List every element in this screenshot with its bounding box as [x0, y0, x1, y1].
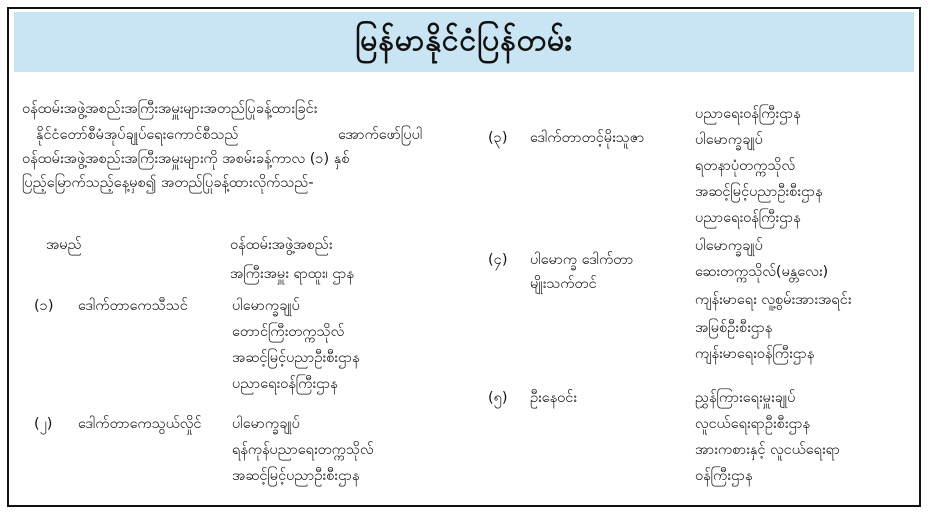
entry-line: ပါမောက္ခချုပ်	[232, 416, 300, 432]
entry-line: အဆင့်မြင့်ပညာဦးစီးဌာန	[232, 350, 360, 366]
entry-line: ကျန်းမာရေးဝန်ကြီးဌာန	[695, 346, 815, 362]
entry-name: ပါမောက္ခ ဒေါက်တာ	[530, 252, 634, 268]
entry-line: ပညာရေးဝန်ကြီးဌာန	[695, 106, 801, 122]
intro-heading: ဝန်ထမ်းအဖွဲ့အစည်းအကြီးအမှူးများအတည်ပြုခန့်ထားခြင်း	[22, 101, 318, 117]
entry-line: အားကစားနှင့် လူငယ်ရေးရာ	[695, 442, 840, 458]
entry-line: ပါမောက္ခချုပ်	[695, 238, 763, 254]
entry-line: ပါမောက္ခချုပ်	[695, 132, 763, 148]
entry-line: ပညာရေးဝန်ကြီးဌာန	[232, 376, 338, 392]
entry-name: ဦးနေဝင်း	[530, 390, 577, 406]
intro-line-1b: အောက်ဖော်ပြပါ	[338, 127, 423, 143]
entry-line: ကျန်းမာရေး လူ့စွမ်းအားအရင်း	[695, 292, 852, 308]
entry-line: ရန်ကုန်ပညာရေးတက္ကသိုလ်	[232, 442, 374, 458]
entry-number: (၂)	[34, 416, 53, 432]
page-title: မြန်မာနိုင်ငံပြန်တမ်း	[355, 22, 573, 58]
entry-line: အဆင့်မြင့်ပညာဦးစီးဌာန	[695, 184, 823, 200]
entry-name: ဒေါက်တာကေသွယ်လှိုင်	[78, 416, 202, 432]
column-header-position: အကြီးအမှူး ရာထူး၊ ဌာန	[230, 266, 354, 282]
entry-line: ရတနာပုံတက္ကသိုလ်	[695, 158, 796, 174]
entry-line: ဆေးတက္ကသိုလ်(မန္တလေး)	[695, 264, 829, 280]
entry-line: ဝန်ကြီးဌာန	[695, 468, 753, 484]
entry-line: ပါမောက္ခချုပ်	[232, 298, 300, 314]
entry-line: တောင်ကြီးတက္ကသိုလ်	[232, 324, 345, 340]
entry-number: (၄)	[488, 252, 508, 268]
intro-line-2: ဝန်ထမ်းအဖွဲ့အစည်းအကြီးအမှူးများကို အစမ်းခန့်ကာလ (၁) နှစ်	[22, 151, 350, 167]
entry-line: အမြစ်ဦးစီးဌာန	[695, 320, 773, 336]
title-banner	[14, 12, 914, 72]
entry-number: (၅)	[488, 390, 508, 406]
entry-line: လူငယ်ရေးရာဦးစီးဌာန	[695, 416, 810, 432]
entry-line: ပညာရေးဝန်ကြီးဌာန	[695, 210, 801, 226]
column-header-org: ဝန်ထမ်းအဖွဲ့အစည်း	[230, 237, 333, 253]
entry-line: ညွှန်ကြားရေးမှူးချုပ်	[695, 390, 796, 406]
intro-line-1a: နိုင်ငံတော်စီမံအုပ်ချုပ်ရေးကောင်စီသည်	[36, 127, 239, 143]
entry-name-cont: မျိုးသက်တင်	[530, 276, 597, 292]
column-header-name: အမည်	[46, 237, 82, 253]
entry-name: ဒေါက်တာကေသီသင်	[78, 298, 188, 314]
entry-number: (၁)	[34, 298, 54, 314]
entry-number: (၃)	[488, 130, 508, 146]
intro-line-3: ပြည့်မြောက်သည့်နေ့မှစ၍ အတည်ပြုခန့်ထားလိုက်သည်-	[22, 175, 314, 191]
entry-name: ဒေါက်တာတင့်မိုးသူဇာ	[530, 130, 645, 146]
entry-line: အဆင့်မြင့်ပညာဦးစီးဌာန	[232, 468, 360, 484]
